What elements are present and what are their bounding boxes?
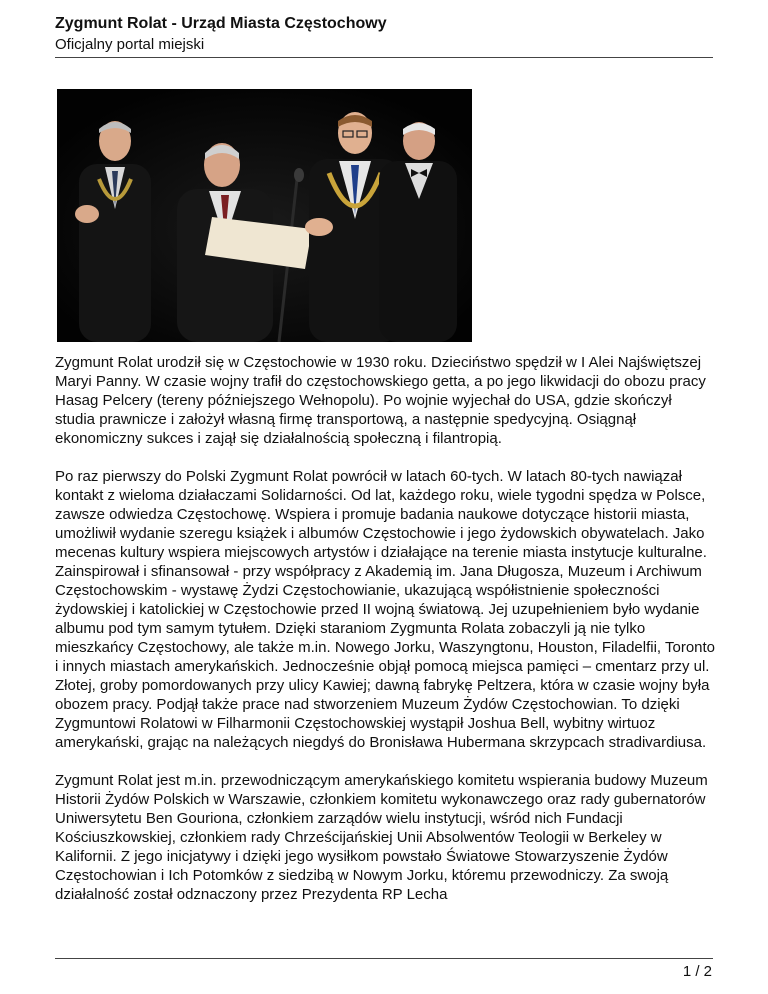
site-subtitle: Oficjalny portal miejski [55,36,205,53]
article-paragraph: Zygmunt Rolat urodził się w Częstochowie w 1930 roku. Dzieciństwo spędził w I Alei Najświętszej Maryi Panny. W czasie wojny trafił do częstochowskiego getta, a po jego likwidacji do obozu pracy Hasag Pelcery (tereny późniejszego Wełnopolu). Po wojnie wyjechał do USA, gdzie skończył studia prawnicze i założył własną firmę transportową, a następnie spedycyjną. Osiągnął ekonomiczny sukces i zajął się działalnością społeczną i filantropią. [55,354,706,447]
article-body [55,353,715,923]
page-header [55,14,713,54]
article-paragraph: Po raz pierwszy do Polski Zygmunt Rolat powrócił w latach 60-tych. W latach 80-tych nawiązał kontakt z wieloma działaczami Solidarności. Od lat, każdego roku, wiele tygodni spędza w Polsce, zawsze odwiedza Częstochowę. Wspiera i promuje badania naukowe dotyczące historii miasta, umożliwił wydanie szeregu książek i albumów Częstochowie i jego żydowskich obywatelach. Jako mecenas kultury wspiera miejscowych artystów i działające na terenie miasta instytucje kulturalne. Zainspirował i sfinansował - przy współpracy z Akademią im. Jana Długosza, Muzeum i Archiwum Częstochowskim - wystawę Żydzi Częstochowianie, ukazującą współistnienie społeczności żydowskiej i katolickiej w Częstochowie przed II wojną światową. Jej uzupełnieniem było wydanie albumu pod tym samym tytułem. Dzięki staraniom Zygmunta Rolata zobaczyli ją nie tylko mieszkańcy Częstochowy, ale także m.in. Nowego Jorku, Waszyngtonu, Houston, Filadelfii, Toronto i innych miastach amerykańskich. Jednocześnie objął pomocą miejsca pamięci – cmentarz przy ul. Złotej, groby pomordowanych przy ulicy Kawiej; dawną fabrykę Peltzera, która w czasie wojny była obozem pracy. Podjął także prace nad stworzeniem Muzeum Żydów Częstochowian. To dzięki Zygmuntowi Rolatowi w Filharmonii Częstochowskiej wystąpił Joshua Bell, wybitny wirtuoz amerykański, grając na należących niegdyś do Bronisława Hubermana skrzypcach stradivardiusa. [55,468,716,751]
article-paragraph: Zygmunt Rolat jest m.in. przewodniczącym amerykańskiego komitetu wspierania budowy Muzeum Historii Żydów Polskich w Warszawie, członkiem komitetu wykonawczego oraz rady gubernatorów Uniwersytetu Ben Gouriona, członkiem zarządów wielu instytucji, wśród nich Fundacji Kościuszkowskiej, członkiem rady Chrześcijańskiej Unii Absolwentów Teologii w Berkeley w Kalifornii. Z jego inicjatywy i dzięki jego wysiłkom powstało Światowe Stowarzyszenie Żydów Częstochowian i Ich Potomków z siedzibą w Nowym Jorku, któremu przewodniczy. Za swoją działalność został odznaczony przez Prezydenta RP Lecha [55,772,708,903]
page-number: 1 / 2 [682,963,712,980]
header-divider [55,57,713,58]
footer-divider [55,958,713,959]
site-title: Zygmunt Rolat - Urząd Miasta Częstochowy [55,15,387,32]
photo-of-four-men-on-stage-with-diploma-icon [57,89,472,342]
article-photo [57,89,472,342]
